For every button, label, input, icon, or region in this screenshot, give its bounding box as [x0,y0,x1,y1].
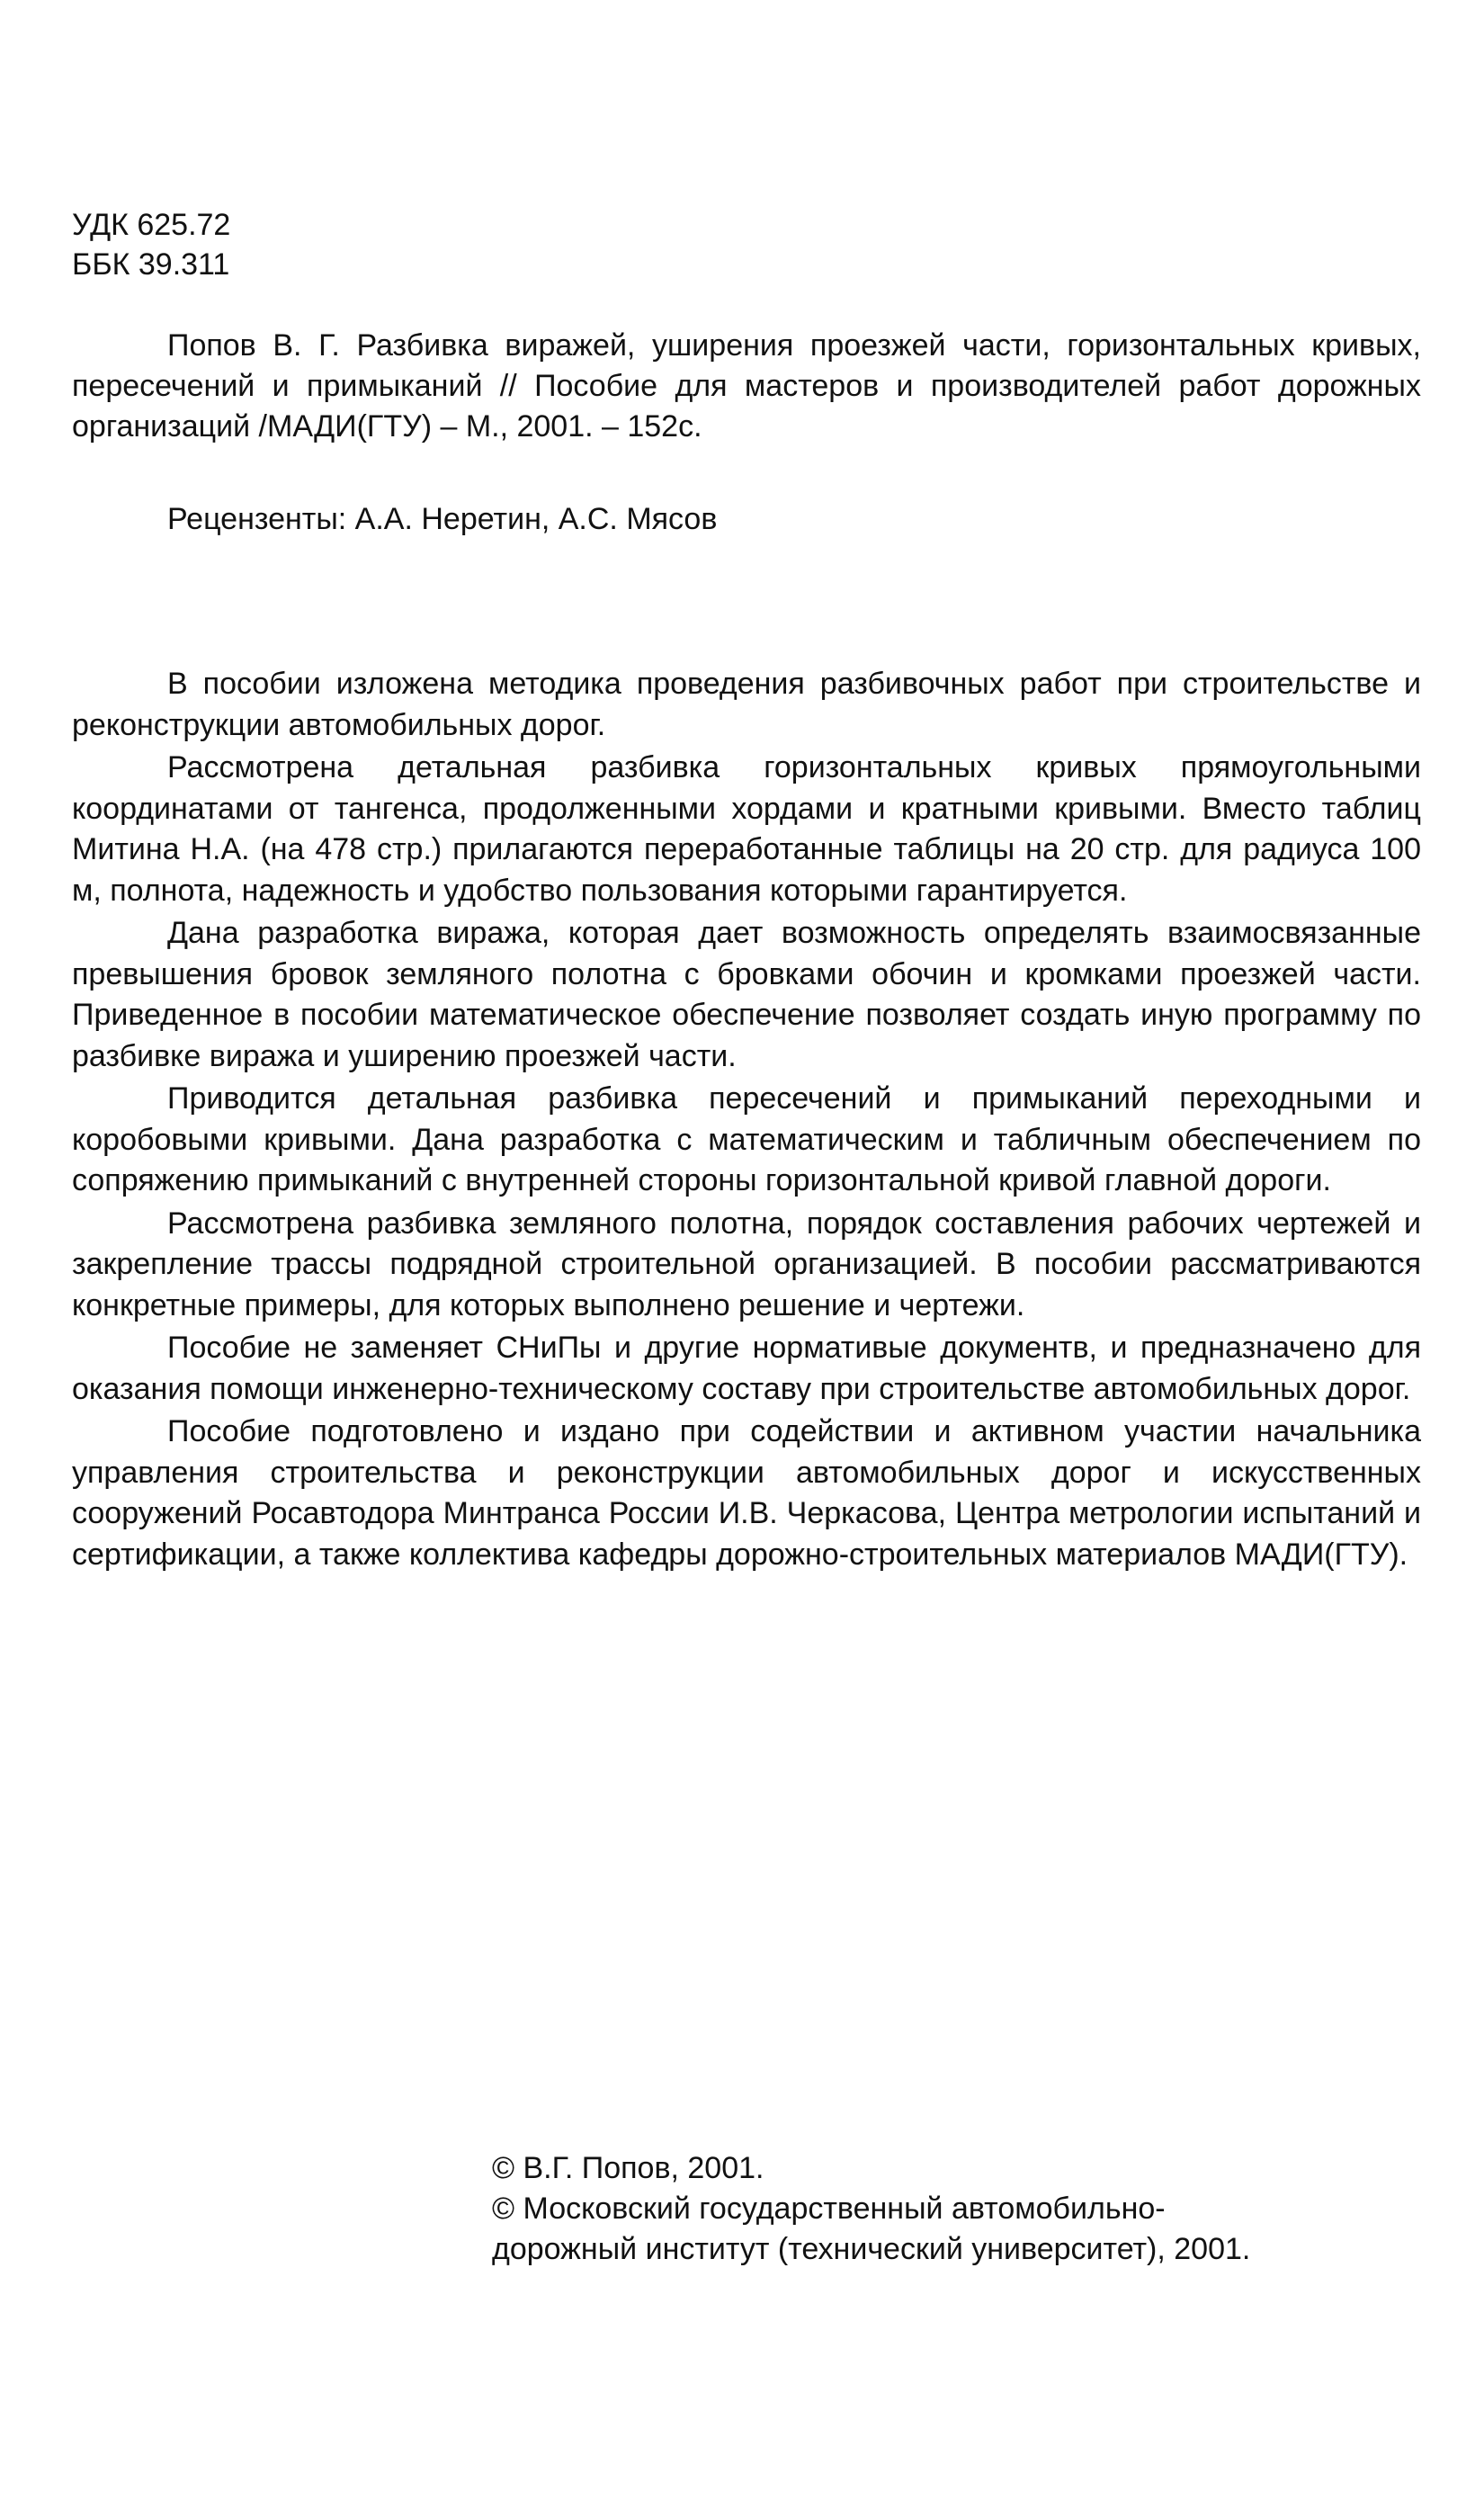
reviewers-line: Рецензенты: А.А. Неретин, А.С. Мясов [167,502,718,536]
copyright-author: © В.Г. Попов, 2001. [492,2151,764,2185]
abstract-paragraph: Приводится детальная разбивка пересечений и примыканий переходными и коробовыми кривыми. Дана разработка с математическим и табличным обеспечением по сопряжению примыканий с внутренней стороны горизонтальной кривой главной дороги. [72,1081,1421,1197]
bibliographic-reference: Попов В. Г. Разбивка виражей, уширения проезжей части, горизонтальных кривых, пересечений и примыканий // Пособие для мастеров и производителей работ дорожных организаций /МАДИ(ГТУ) – М., 2001. – 152с. [72,328,1421,444]
copyright-institute-line2: дорожный институт (технический университет), 2001. [492,2232,1251,2266]
copyright-notice [492,2148,1250,2270]
abstract-paragraph: В пособии изложена методика проведения разбивочных работ при строительстве и реконструкции автомобильных дорог. [72,667,1421,742]
abstract-paragraph: Рассмотрена детальная разбивка горизонтальных кривых прямоугольными координатами от тангенса, продолженными хордами и кратными кривыми. Вместо таблиц Митина Н.А. (на 478 стр.) прилагаются переработанные таблицы на 20 стр. для радиуса 100 м, полнота, надежность и удобство пользования которыми гарантируется. [72,750,1421,908]
udc-code: УДК 625.72 [72,208,231,242]
copyright-institute-line1: © Московский государственный автомобильно- [492,2192,1166,2226]
classification-codes [72,205,230,284]
abstract [72,664,1421,1577]
bbk-code: ББК 39.311 [72,247,230,282]
abstract-paragraph: Пособие не заменяет СНиПы и другие нормативые документв, и предназначено для оказания помощи инженерно-техническому составу при строительстве автомобильных дорог. [72,1331,1421,1406]
abstract-paragraph: Дана разработка виража, которая дает возможность определять взаимосвязанные превышения бровок земляного полотна с бровками обочин и кромками проезжей части. Приведенное в пособии математическое обеспечение позволяет создать иную программу по разбивке виража и уширению проезжей части. [72,916,1421,1073]
abstract-paragraph: Пособие подготовлено и издано при содействии и активном участии начальника управления строительства и реконструкции автомобильных дорог и искусственных сооружений Росавтодора Минтранса России И.В. Черкасова, Центра метрологии испытаний и сертификации, а также коллектива кафедры дорожно-строительных материалов МАДИ(ГТУ). [72,1414,1421,1572]
abstract-paragraph: Рассмотрена разбивка земляного полотна, порядок составления рабочих чертежей и закрепление трассы подрядной строительной организацией. В пособии рассматриваются конкретные примеры, для которых выполнено решение и чертежи. [72,1206,1421,1322]
